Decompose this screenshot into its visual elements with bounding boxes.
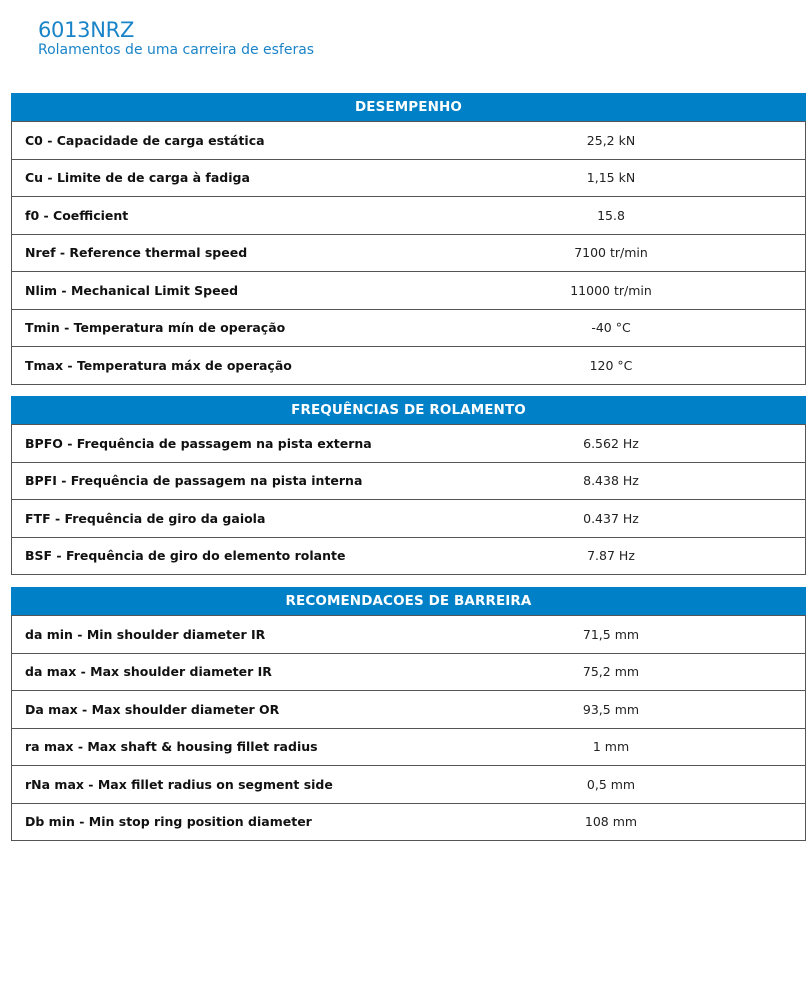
spec-label: Db min - Min stop ring position diameter	[25, 814, 312, 830]
spec-value: 0,5 mm	[586, 776, 636, 792]
table-row	[12, 499, 805, 537]
section-recomendacoes	[11, 587, 806, 841]
spec-label: da max - Max shoulder diameter IR	[25, 664, 272, 680]
spec-table	[11, 121, 806, 385]
table-row	[12, 537, 805, 575]
product-title: 6013NRZ	[38, 18, 135, 42]
table-row	[12, 615, 805, 653]
spec-label: BPFI - Frequência de passagem na pista interna	[25, 473, 363, 489]
table-row	[12, 271, 805, 309]
spec-label: BPFO - Frequência de passagem na pista externa	[25, 435, 372, 451]
spec-value: 11000 tr/min	[570, 282, 652, 298]
spec-label: Da max - Max shoulder diameter OR	[25, 701, 280, 717]
table-row	[12, 159, 805, 197]
spec-label: C0 - Capacidade de carga estática	[25, 132, 265, 148]
spec-value: 120 °C	[589, 357, 633, 373]
table-row	[12, 765, 805, 803]
table-row	[12, 424, 805, 462]
spec-value: 75,2 mm	[582, 664, 640, 680]
spec-value: 15.8	[597, 207, 625, 223]
section-title: RECOMENDACOES DE BARREIRA	[11, 587, 806, 615]
spec-value: 93,5 mm	[582, 701, 640, 717]
spec-value: -40 °C	[591, 320, 631, 336]
spec-table	[11, 615, 806, 841]
table-row	[12, 690, 805, 728]
spec-table	[11, 424, 806, 575]
section-title: FREQUÊNCIAS DE ROLAMENTO	[11, 396, 806, 424]
spec-value: 0.437 Hz	[583, 510, 639, 526]
table-row	[12, 462, 805, 500]
spec-label: FTF - Frequência de giro da gaiola	[25, 510, 266, 526]
spec-label: Nref - Reference thermal speed	[25, 245, 248, 261]
spec-value: 1,15 kN	[586, 170, 636, 186]
table-row	[12, 653, 805, 691]
spec-label: Nlim - Mechanical Limit Speed	[25, 282, 239, 298]
spec-label: f0 - Coefficient	[25, 207, 129, 223]
table-row	[12, 309, 805, 347]
table-row	[12, 346, 805, 384]
spec-value: 6.562 Hz	[583, 435, 639, 451]
spec-label: Tmax - Temperatura máx de operação	[25, 357, 292, 373]
spec-label: BSF - Frequência de giro do elemento rolante	[25, 548, 346, 564]
spec-label: ra max - Max shaft & housing fillet radius	[25, 739, 318, 755]
spec-label: da min - Min shoulder diameter IR	[25, 626, 266, 642]
spec-label: rNa max - Max fillet radius on segment side	[25, 776, 333, 792]
product-subtitle: Rolamentos de uma carreira de esferas	[38, 42, 315, 58]
spec-value: 1 mm	[592, 739, 630, 755]
section-frequencias	[11, 396, 806, 575]
spec-value: 8.438 Hz	[583, 473, 639, 489]
spec-value: 108 mm	[584, 814, 638, 830]
spec-value: 7.87 Hz	[587, 548, 635, 564]
spec-value: 7100 tr/min	[574, 245, 648, 261]
table-row	[12, 803, 805, 841]
spec-value: 25,2 kN	[586, 132, 636, 148]
page-header	[38, 17, 314, 59]
spec-label: Tmin - Temperatura mín de operação	[25, 320, 286, 336]
section-title: DESEMPENHO	[11, 93, 806, 121]
table-row	[12, 728, 805, 766]
spec-label: Cu - Limite de de carga à fadiga	[25, 170, 250, 186]
table-row	[12, 121, 805, 159]
table-row	[12, 234, 805, 272]
table-row	[12, 196, 805, 234]
section-desempenho	[11, 93, 806, 385]
spec-value: 71,5 mm	[582, 626, 640, 642]
